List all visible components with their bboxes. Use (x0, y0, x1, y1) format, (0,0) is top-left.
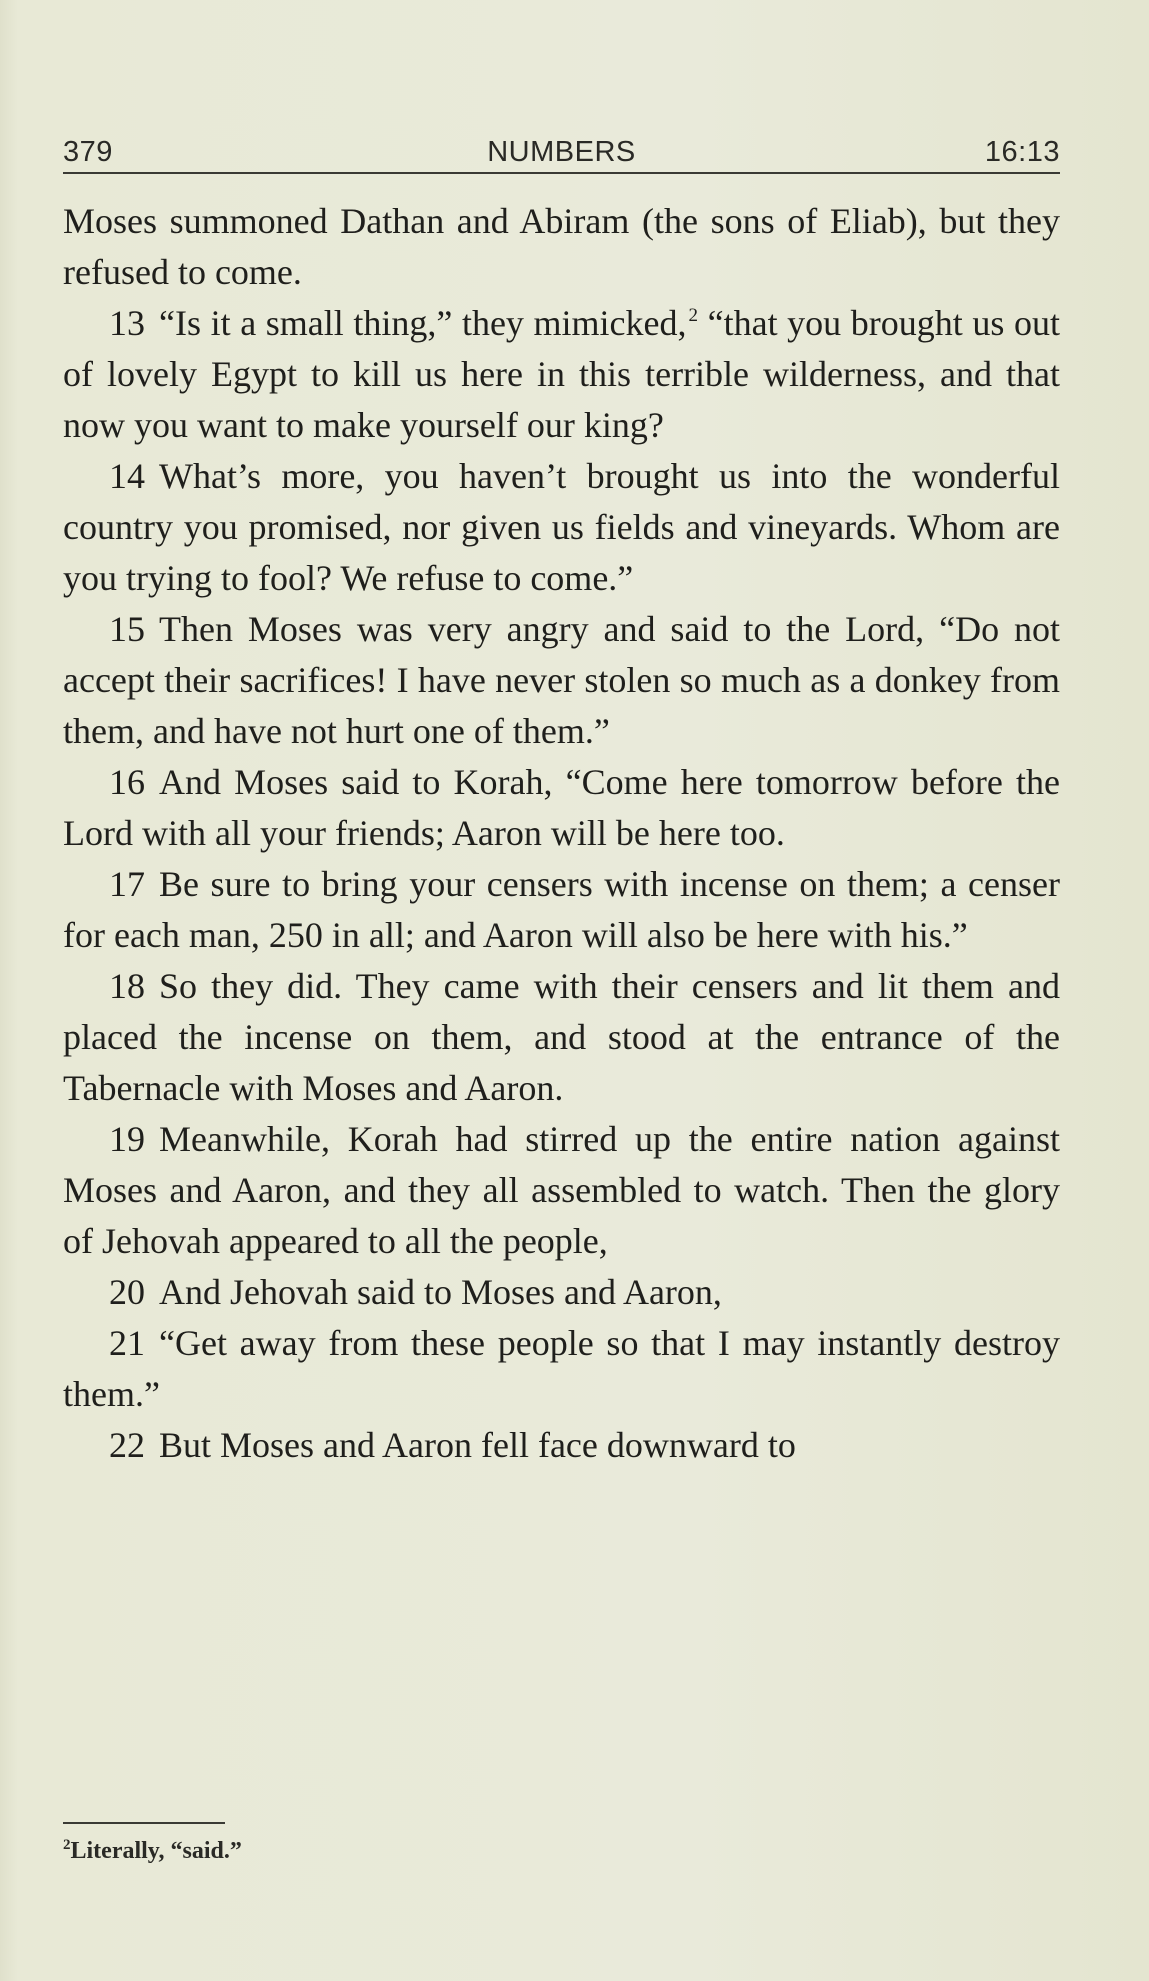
book-title: NUMBERS (487, 136, 636, 168)
verse-text: And Jehovah said to Moses and Aaron, (159, 1272, 722, 1312)
verse-15 (63, 604, 1060, 757)
verse-number: 15 (109, 609, 145, 649)
verse-number: 17 (109, 864, 145, 904)
header-divider (63, 172, 1060, 174)
footnote (63, 1838, 242, 1865)
verse-continuation (63, 196, 1060, 298)
verse-20 (63, 1267, 1060, 1318)
verse-text: Moses summoned Dathan and Abiram (the sons of Eliab), but they refused to come. (63, 201, 1060, 292)
verse-text: Then Moses was very angry and said to the Lord, “Do not accept their sacrifices! I have never stolen so much as a donkey from them, and have not hurt one of them.” (63, 609, 1060, 751)
verse-number: 19 (109, 1119, 145, 1159)
footnote-text: Literally, “said.” (70, 1838, 242, 1864)
verse-16 (63, 757, 1060, 859)
verse-19 (63, 1114, 1060, 1267)
verse-text: “Is it a small thing,” they mimicked, (159, 303, 687, 343)
verse-22 (63, 1420, 1060, 1471)
verse-text: What’s more, you haven’t brought us into the wonderful country you promised, nor given us fields and vineyards. Whom are you trying to fool? We refuse to come.” (63, 456, 1060, 598)
chapter-verse-reference: 16:13 (984, 136, 1060, 168)
verse-text: And Moses said to Korah, “Come here tomorrow before the Lord with all your friends; Aaron will be here too. (63, 762, 1060, 853)
verse-text-continued: “that you brought us out of lovely Egypt to kill us here in this terrible wilderness, and that now you want to make yourself our king? (63, 303, 1060, 445)
verse-number: 21 (109, 1323, 145, 1363)
verse-number: 18 (109, 966, 145, 1006)
verse-18 (63, 961, 1060, 1114)
scripture-body (63, 196, 1060, 1471)
footnote-divider (63, 1822, 225, 1824)
verse-21 (63, 1318, 1060, 1420)
verse-text: So they did. They came with their censers and lit them and placed the incense on them, and stood at the entrance of the Tabernacle with Moses and Aaron. (63, 966, 1060, 1108)
running-header (63, 132, 1060, 174)
footnote-marker: 2 (63, 1837, 71, 1853)
verse-number: 20 (109, 1272, 145, 1312)
verse-text: “Get away from these people so that I may instantly destroy them.” (63, 1323, 1060, 1414)
verse-text: But Moses and Aaron fell face downward to (159, 1425, 796, 1465)
verse-number: 13 (109, 303, 145, 343)
page-number: 379 (63, 136, 113, 168)
verse-14 (63, 451, 1060, 604)
verse-number: 14 (109, 456, 145, 496)
verse-17 (63, 859, 1060, 961)
verse-text: Be sure to bring your censers with incense on them; a censer for each man, 250 in all; and Aaron will also be here with his.” (63, 864, 1060, 955)
verse-13 (63, 298, 1060, 451)
verse-number: 22 (109, 1425, 145, 1465)
verse-number: 16 (109, 762, 145, 802)
verse-text: Meanwhile, Korah had stirred up the entire nation against Moses and Aaron, and they all assembled to watch. Then the glory of Jehovah appeared to all the people, (63, 1119, 1060, 1261)
footnote-reference: 2 (688, 305, 699, 326)
